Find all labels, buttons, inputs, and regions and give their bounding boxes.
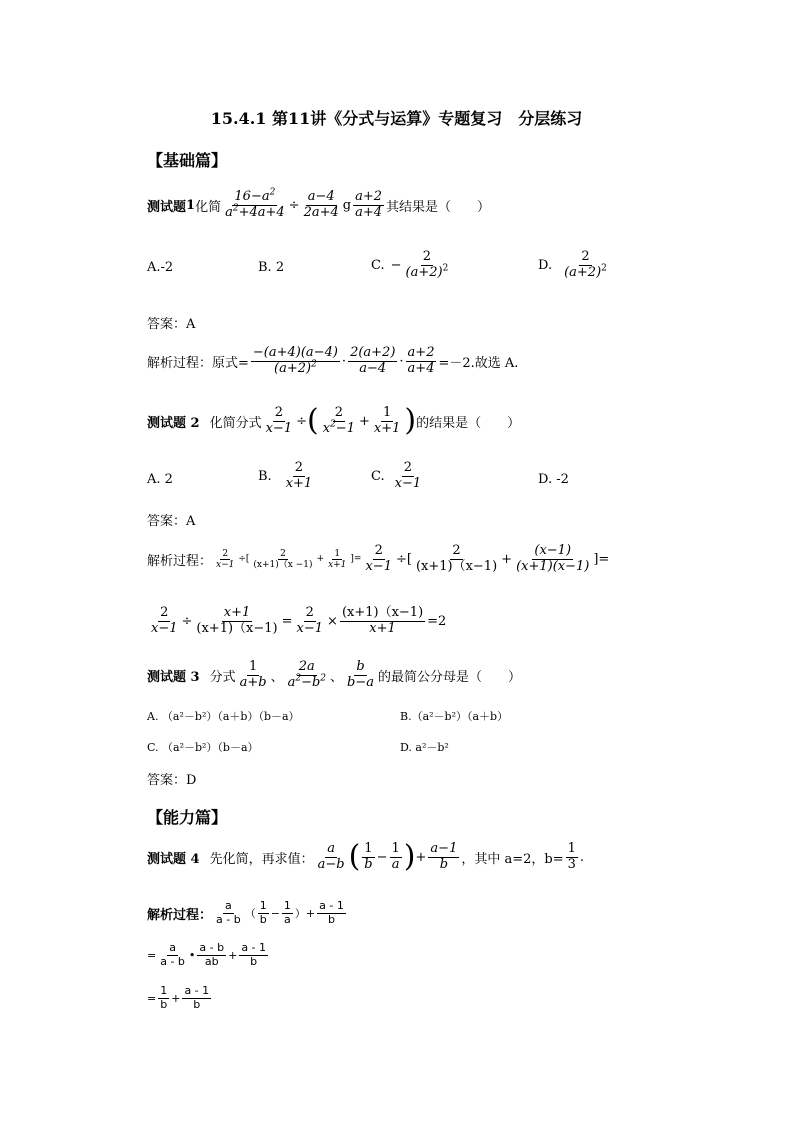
q2-lead: 化简分式	[209, 415, 262, 431]
q2-option-a: A. 2	[147, 472, 173, 487]
q1-analysis: 解析过程：原式= $\frac{-(a+4)(a-4)}{(a+2)^2}$ · $\frac{2(a+2)}{a-4}$ · $\frac{a+2}{a+4}$ =－2.故选 A.	[147, 345, 519, 376]
q4-analysis-line-2: = $\frac{a}{a - b}$ • $\frac{a - b}{ab}$ + $\frac{a - 1}{b}$	[147, 941, 267, 968]
q2-option-b-label: B.	[258, 468, 272, 484]
section-ability: 【能力篇】	[147, 808, 228, 827]
q3-option-c: C. （a²－b²）（b－a）	[147, 741, 259, 754]
q2-option-b: B. $\frac{2}{x+1}$	[258, 460, 313, 491]
q1-lead: 化简	[195, 199, 222, 215]
q1-label: 测试题	[147, 199, 187, 215]
q2-analysis-line-1: 解析过程： $\frac{2}{x-1}$ ÷[ $\frac{2}{(x+1)(x -1)}$ + $\frac{1}{x+1}$ ]= $\frac{2}{x-1}$ ÷[ $\frac{2}{(x+1)(x-1)}$ + $\frac{(x-1)}{(x+1)(x-1)}$ ]=	[147, 543, 610, 574]
q1-number: 1	[186, 197, 196, 213]
q1-fraction-3: $\frac{a+2}{a+4}$	[355, 189, 382, 220]
q4-lead: 先化简，再求值：	[209, 851, 314, 867]
q3-lead: 分式	[209, 669, 236, 685]
q2-analysis-label: 解析过程：	[147, 553, 213, 569]
q1-option-b: B. 2	[258, 260, 285, 275]
question-3: 测试题 3 分式 $\frac{1}{a+b}$ 、 $\frac{2a}{a^2-b^2}$ 、 $\frac{b}{b-a}$ 的最简公分母是（ ）	[147, 659, 522, 690]
q2-result: =2	[427, 613, 447, 629]
q4-analysis-line-1: 解析过程： $\frac{a}{a - b}$ （ $\frac{1}{b}$ − $\frac{1}{a}$ ）+ $\frac{a - 1}{b}$	[147, 899, 344, 926]
q1-option-a: A.-2	[147, 260, 174, 275]
q2-option-c-label: C.	[371, 468, 385, 484]
q3-option-d: D. a²－b²	[400, 741, 449, 754]
q4-label: 测试题 4	[147, 851, 200, 867]
q1-answer: 答案：A	[147, 317, 196, 332]
question-1: 测试题 1 化简 $\frac{16-a^2}{a^2+4a+4}$ ÷ $\frac{a-4}{2a+4}$ g $\frac{a+2}{a+4}$ 其结果是（ ）	[147, 187, 491, 220]
q3-tail: 的最简公分母是（ ）	[378, 669, 522, 685]
q4-analysis-label: 解析过程：	[147, 907, 213, 923]
q1-option-c-label: C.	[371, 257, 385, 273]
q3-option-a: A. （a²－b²）（a＋b）（b－a）	[147, 710, 300, 723]
q2-answer: 答案：A	[147, 514, 196, 529]
page-title: 15.4.1 第11讲《分式与运算》专题复习 分层练习	[210, 109, 583, 128]
q1-option-c: C. − $\frac{2}{(a+2)^2}$	[371, 249, 449, 280]
q3-answer: 答案：D	[147, 773, 197, 788]
q1-analysis-tail: =－2.故选 A.	[438, 355, 519, 371]
q1-option-d-label: D.	[538, 257, 553, 273]
q1-option-d: D. $\frac{2}{(a+2)^2}$	[538, 249, 607, 280]
q4-analysis-line-3: = $\frac{1}{b}$ + $\frac{a - 1}{b}$	[147, 984, 210, 1011]
q2-tail: 的结果是（ ）	[416, 415, 521, 431]
q1-analysis-label: 解析过程：原式=	[147, 355, 249, 371]
q1-fraction-1: $\frac{16-a^2}{a^2+4a+4}$	[225, 187, 285, 220]
q4-given: ，其中 a=2，b=	[461, 851, 564, 867]
q1-fraction-2: $\frac{a-4}{2a+4}$	[303, 189, 339, 220]
question-2: 测试题 2 化简分式 $\frac{2}{x-1}$ ÷ ( $\frac{2}{x^2-1}$ + $\frac{1}{x+1}$ ) 的结果是（ ）	[147, 403, 521, 439]
q2-analysis-line-2: $\frac{2}{x-1}$ ÷ $\frac{x+1}{(x+1)(x-1)}$ = $\frac{2}{x-1}$ × $\frac{(x+1)(x-1)}{x+1}$ =2	[151, 605, 447, 636]
q3-label: 测试题 3	[147, 669, 200, 685]
question-4: 测试题 4 先化简，再求值： $\frac{a}{a-b}$ ( $\frac{1}{b}$ − $\frac{1}{a}$ ) + $\frac{a-1}{b}$ ，其中 a=2，b= $\frac{1}{3}$ .	[147, 839, 585, 875]
section-basic: 【基础篇】	[147, 151, 228, 170]
q2-label: 测试题 2	[147, 415, 200, 431]
q3-option-b: B.（a²－b²）（a＋b）	[400, 710, 509, 723]
q1-tail: 其结果是（ ）	[386, 199, 491, 215]
q2-option-c: C. $\frac{2}{x-1}$	[371, 460, 422, 491]
q2-option-d: D. -2	[538, 472, 569, 487]
